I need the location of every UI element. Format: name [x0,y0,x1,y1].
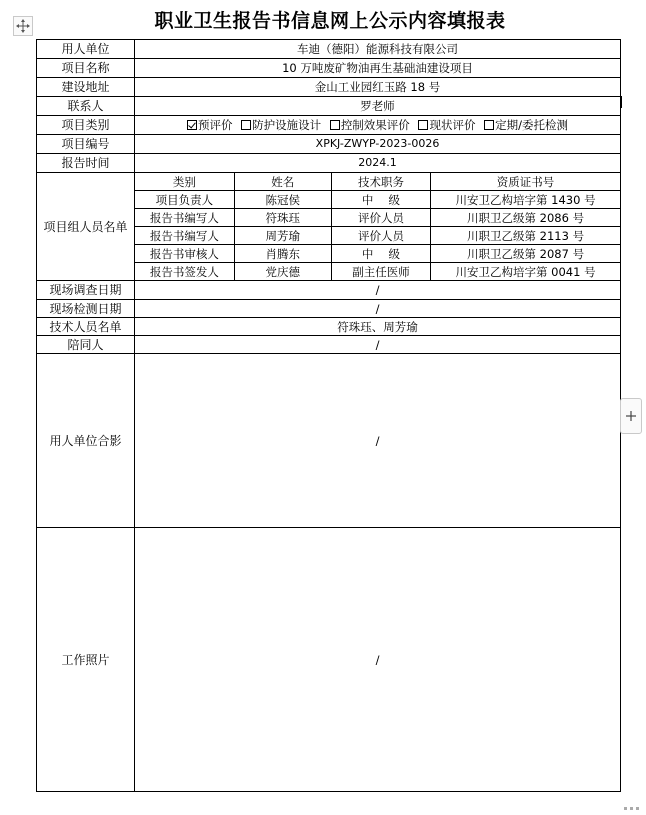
work-photo-value[interactable]: / [135,528,621,792]
report-time-label: 报告时间 [37,154,135,173]
row-report-time [37,154,621,173]
row-address [37,78,621,97]
row-escort [37,336,621,354]
row-tech-staff [37,318,621,336]
option-label: 预评价 [198,117,233,132]
checkbox-empty-icon[interactable] [241,120,251,130]
member-name[interactable]: 周芳瑜 [234,227,331,245]
tech-staff-label: 技术人员名单 [37,318,135,336]
escort-label: 陪同人 [37,336,135,354]
member-role[interactable]: 项目负责人 [135,191,234,209]
member-title[interactable]: 副主任医师 [331,263,430,281]
row-work-photo [37,528,621,792]
table-row [135,245,620,263]
member-role[interactable]: 报告书编写人 [135,209,234,227]
table-row [135,227,620,245]
plus-icon [625,410,637,422]
row-project-type [37,116,621,135]
member-cert[interactable]: 川职卫乙级第 2086 号 [431,209,620,227]
member-cert[interactable]: 川职卫乙级第 2113 号 [431,227,620,245]
member-title[interactable]: 评价人员 [331,209,430,227]
option-label: 现状评价 [429,117,476,132]
project-type-label: 项目类别 [37,116,135,135]
report-time-value[interactable]: 2024.1 [135,154,621,173]
team-header-cert: 资质证书号 [431,173,620,191]
row-contact [37,97,621,116]
row-group-photo [37,354,621,528]
survey-date-label: 现场调查日期 [37,281,135,300]
member-cert[interactable]: 川安卫乙构培字第 0041 号 [431,263,620,281]
option-label: 控制效果评价 [340,117,410,132]
member-cert[interactable]: 川安卫乙构培字第 1430 号 [431,191,620,209]
resize-dots-icon [622,805,642,811]
test-date-value[interactable]: / [135,300,621,318]
work-photo-label: 工作照片 [37,528,135,792]
project-name-label: 项目名称 [37,59,135,78]
table-row [135,209,620,227]
member-name[interactable]: 陈冠侯 [234,191,331,209]
tech-staff-value[interactable]: 符珠珏、周芳瑜 [135,318,621,336]
table-row [135,263,620,281]
project-no-value[interactable]: XPKJ-ZWYP-2023-0026 [135,135,621,154]
member-role[interactable]: 报告书编写人 [135,227,234,245]
test-date-label: 现场检测日期 [37,300,135,318]
member-role[interactable]: 报告书签发人 [135,263,234,281]
member-role[interactable]: 报告书审核人 [135,245,234,263]
address-label: 建设地址 [37,78,135,97]
project-no-label: 项目编号 [37,135,135,154]
member-name[interactable]: 肖腾东 [234,245,331,263]
text-cursor [620,96,622,108]
row-project-name [37,59,621,78]
option-periodic-testing[interactable] [484,118,568,132]
team-header-title: 技术职务 [331,173,430,191]
member-name[interactable]: 党庆德 [234,263,331,281]
add-row-button[interactable] [620,398,642,434]
row-test-date [37,300,621,318]
group-photo-label: 用人单位合影 [37,354,135,528]
employer-label: 用人单位 [37,40,135,59]
option-control-effect[interactable] [330,118,410,132]
team-header-name: 姓名 [234,173,331,191]
team-table [135,173,620,280]
member-title[interactable]: 评价人员 [331,227,430,245]
info-table [36,39,621,792]
option-label: 定期/委托检测 [495,117,568,132]
member-cert[interactable]: 川职卫乙级第 2087 号 [431,245,620,263]
page-title: 职业卫生报告书信息网上公示内容填报表 [154,10,506,32]
employer-value[interactable]: 车迪（德阳）能源科技有限公司 [135,40,621,59]
contact-value[interactable]: 罗老师 [135,97,621,116]
checkbox-empty-icon[interactable] [418,120,428,130]
team-header-row [135,173,620,191]
option-pre-evaluation[interactable] [187,118,233,132]
team-label: 项目组人员名单 [37,173,135,281]
escort-value[interactable]: / [135,336,621,354]
row-project-no [37,135,621,154]
member-name[interactable]: 符珠珏 [234,209,331,227]
checkbox-checked-icon[interactable] [187,120,197,130]
project-name-value[interactable]: 10 万吨废矿物油再生基础油建设项目 [135,59,621,78]
option-protection-design[interactable] [241,118,321,132]
option-label: 防护设施设计 [252,117,322,132]
team-cell [135,173,621,281]
group-photo-value[interactable]: / [135,354,621,528]
row-survey-date [37,281,621,300]
project-type-options [135,116,621,135]
address-value[interactable]: 金山工业园红玉路 18 号 [135,78,621,97]
team-header-role: 类别 [135,173,234,191]
checkbox-empty-icon[interactable] [484,120,494,130]
row-employer [37,40,621,59]
table-row [135,191,620,209]
table-resize-handle[interactable] [622,796,642,802]
member-title[interactable]: 中 级 [331,245,430,263]
survey-date-value[interactable]: / [135,281,621,300]
option-status-evaluation[interactable] [418,118,475,132]
row-team [37,173,621,281]
checkbox-empty-icon[interactable] [330,120,340,130]
contact-label: 联系人 [37,97,135,116]
member-title[interactable]: 中 级 [331,191,430,209]
